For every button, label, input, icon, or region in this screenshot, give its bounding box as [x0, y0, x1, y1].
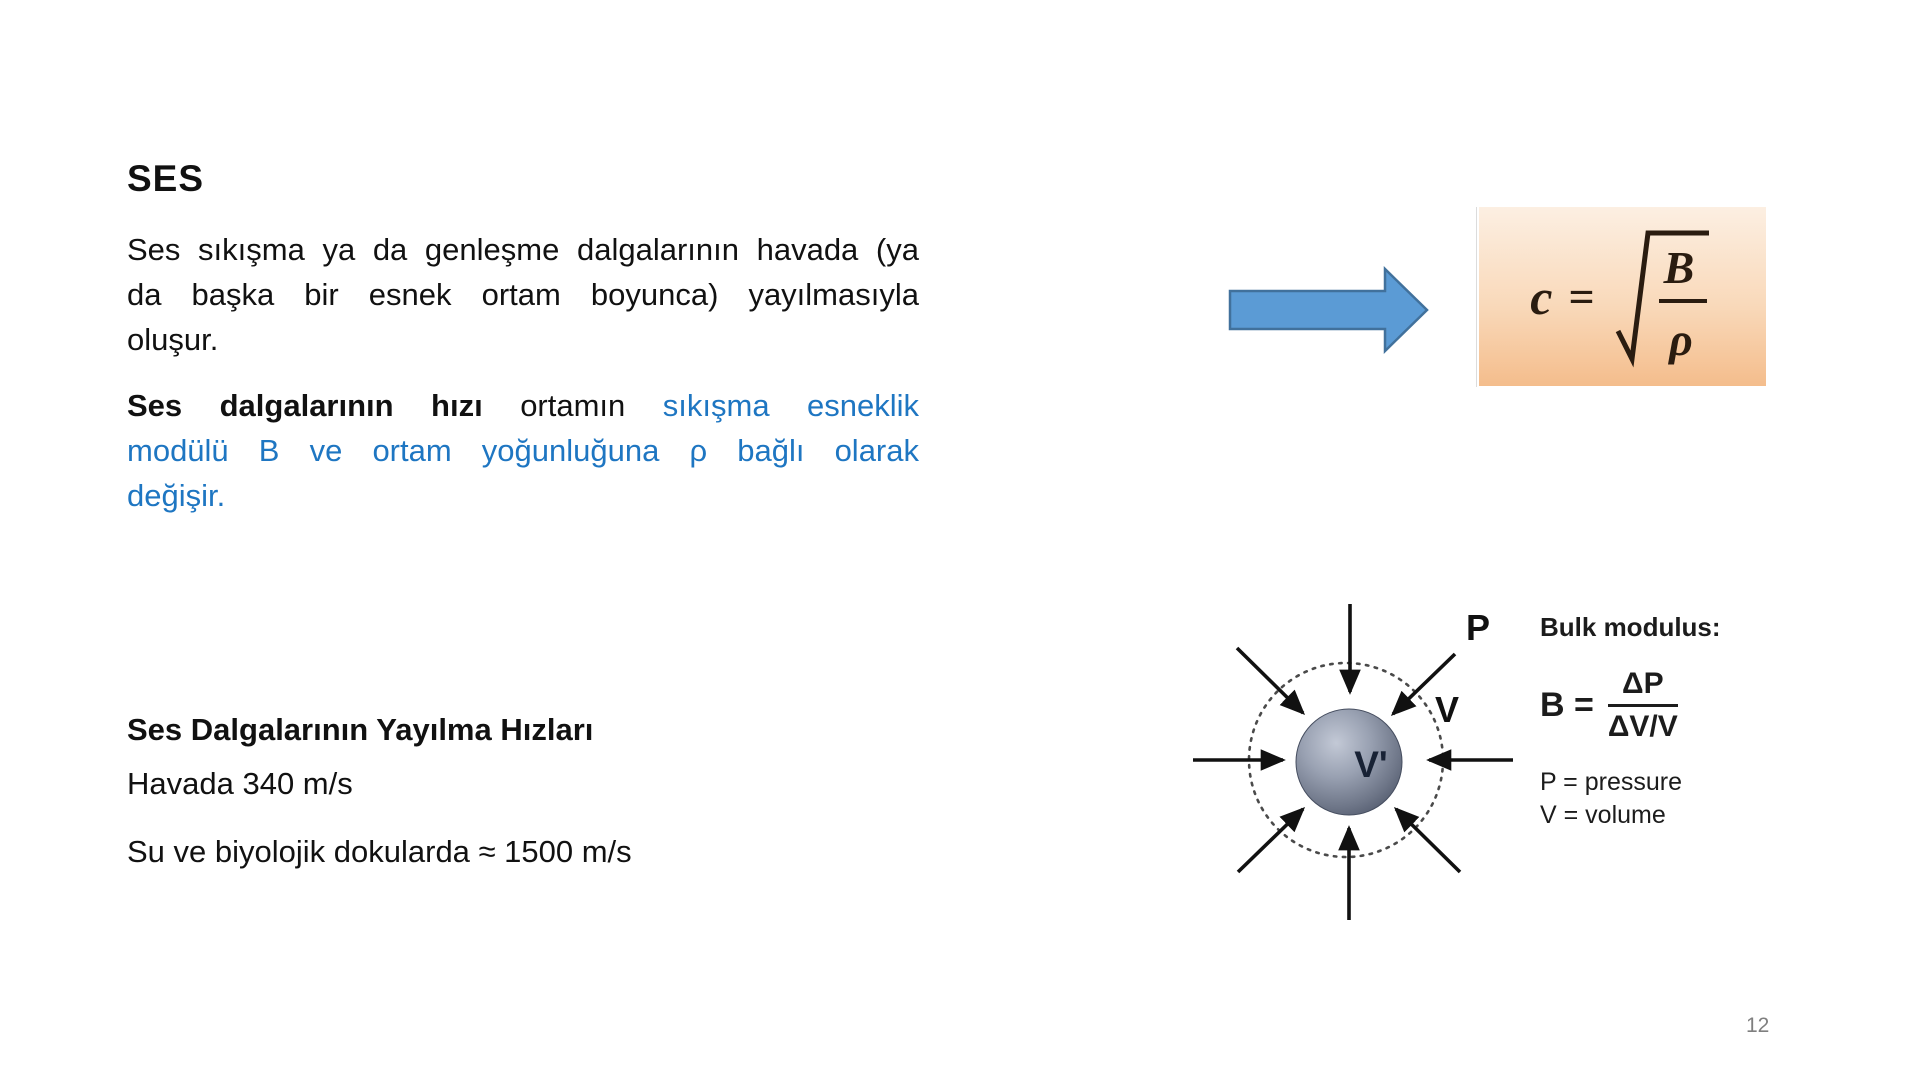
body-text: ortamın	[520, 388, 626, 423]
bulk-modulus-legend	[1540, 766, 1840, 832]
right-arrow-icon	[1226, 260, 1431, 360]
speeds-heading: Ses Dalgalarının Yayılma Hızları	[127, 712, 594, 747]
radical-fraction	[1611, 221, 1715, 373]
paragraph-line: Ses sıkışma ya da genleşme dalgalarının havada (ya	[127, 232, 919, 267]
compressed-volume-label: V'	[1354, 744, 1388, 785]
paragraph-line	[127, 383, 919, 428]
emphasis-text: Ses dalgalarının hızı	[127, 388, 483, 423]
paragraph-line: modülü B ve ortam yoğunluğuna ρ bağlı olarak	[127, 433, 919, 468]
bulk-formula-fraction	[1608, 667, 1678, 744]
volume-label: V	[1435, 689, 1460, 730]
formula-lhs: c	[1530, 268, 1553, 325]
bulk-fraction-denominator: ΔV/V	[1607, 710, 1678, 743]
legend-pressure: P = pressure	[1540, 768, 1682, 796]
page-number: 12	[1746, 1014, 1770, 1037]
paragraph-sound-speed	[127, 383, 919, 518]
bulk-formula-lhs: B =	[1540, 686, 1594, 724]
bulk-fraction-numerator: ΔP	[1608, 667, 1678, 707]
speed-in-air: Havada 340 m/s	[127, 766, 353, 801]
paragraph-line: oluşur.	[127, 322, 219, 357]
pressure-label: P	[1466, 607, 1491, 648]
image-edge-line	[1476, 207, 1477, 387]
bulk-modulus-diagram	[1183, 588, 1528, 963]
paragraph-line: değişir.	[127, 478, 226, 513]
speed-in-water: Su ve biyolojik dokularda ≈ 1500 m/s	[127, 834, 632, 869]
slide-title: SES	[127, 158, 205, 199]
formula-numerator: B	[1663, 241, 1695, 293]
formula-equals: =	[1568, 271, 1595, 322]
legend-volume: V = volume	[1540, 801, 1666, 829]
wave-speed-formula	[1479, 207, 1766, 386]
bulk-modulus-block	[1540, 612, 1840, 832]
bulk-modulus-formula	[1540, 667, 1840, 744]
bulk-modulus-title: Bulk modulus:	[1540, 612, 1721, 642]
paragraph-line: da başka bir esnek ortam boyunca) yayılmasıyla	[127, 277, 919, 312]
highlight-text: sıkışma esneklik	[662, 388, 920, 423]
paragraph-sound-definition	[127, 227, 919, 362]
formula-denominator: ρ	[1668, 313, 1693, 365]
